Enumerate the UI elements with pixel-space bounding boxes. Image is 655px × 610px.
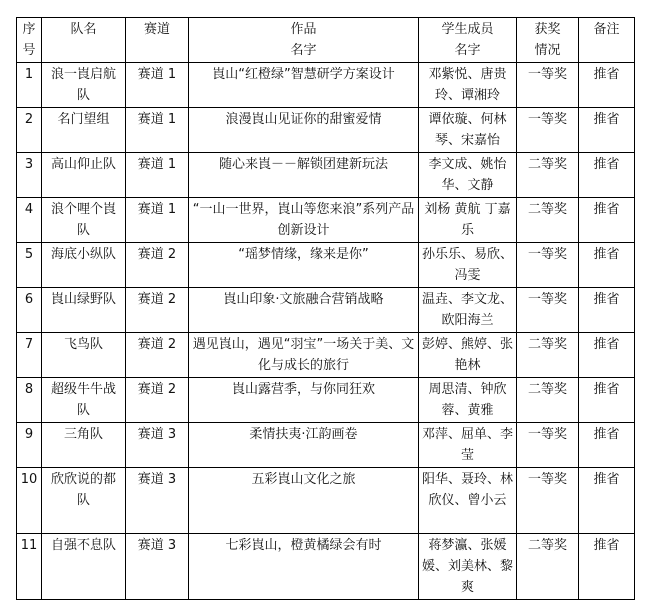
header-text-line: 队名 (70, 22, 97, 37)
cell-work-name: 五彩崀山文化之旅 (189, 468, 419, 534)
cell-note: 推省 (579, 378, 635, 423)
cell-work-name: 崀山印象·文旅融合营销战略 (189, 288, 419, 333)
cell-index: 5 (17, 243, 42, 288)
cell-team-name: 名门望组 (42, 108, 126, 153)
cell-work-name: 柔情扶夷·江韵画卷 (189, 423, 419, 468)
cell-track: 赛道 2 (126, 243, 189, 288)
cell-award: 一等奖 (517, 468, 579, 534)
cell-index: 8 (17, 378, 42, 423)
cell-note: 推省 (579, 243, 635, 288)
cell-index: 4 (17, 198, 42, 243)
cell-track: 赛道 1 (126, 153, 189, 198)
header-text-line: 名字 (290, 43, 317, 58)
table-row (17, 243, 635, 288)
cell-team-name: 三角队 (42, 423, 126, 468)
cell-team-name: 飞鸟队 (42, 333, 126, 378)
cell-note: 推省 (579, 108, 635, 153)
cell-note: 推省 (579, 288, 635, 333)
header-note (579, 18, 635, 63)
cell-note: 推省 (579, 198, 635, 243)
header-members (419, 18, 517, 63)
cell-index: 2 (17, 108, 42, 153)
cell-team-name: 浪个哩个崀队 (42, 198, 126, 243)
cell-team-name: 海底小纵队 (42, 243, 126, 288)
cell-track: 赛道 1 (126, 198, 189, 243)
cell-award: 一等奖 (517, 243, 579, 288)
cell-work-name: “一山一世界，崀山等您来浪”系列产品创新设计 (189, 198, 419, 243)
cell-team-name: 崀山绿野队 (42, 288, 126, 333)
header-track (126, 18, 189, 63)
header-text-line: 序 (22, 22, 36, 37)
cell-work-name: 崀山“红橙绿”智慧研学方案设计 (189, 63, 419, 108)
cell-index: 6 (17, 288, 42, 333)
table-row (17, 198, 635, 243)
cell-members: 刘杨 黄航 丁嘉乐 (419, 198, 517, 243)
header-row (17, 18, 635, 63)
table-row (17, 288, 635, 333)
cell-note: 推省 (579, 153, 635, 198)
cell-track: 赛道 3 (126, 423, 189, 468)
cell-award: 一等奖 (517, 288, 579, 333)
cell-members: 邓紫悦、唐贵玲、谭湘玲 (419, 63, 517, 108)
table-row (17, 468, 635, 534)
cell-members: 彭婷、熊婷、张艳林 (419, 333, 517, 378)
cell-index: 11 (17, 534, 42, 600)
cell-track: 赛道 1 (126, 63, 189, 108)
cell-work-name: 浪漫崀山见证你的甜蜜爱情 (189, 108, 419, 153)
header-text-line: 获奖 (534, 22, 561, 37)
cell-work-name: “瑶梦情缘，缘来是你” (189, 243, 419, 288)
cell-award: 二等奖 (517, 153, 579, 198)
header-text-line: 赛道 (143, 22, 170, 37)
cell-track: 赛道 3 (126, 534, 189, 600)
cell-members: 温垚、李文龙、欧阳海兰 (419, 288, 517, 333)
cell-note: 推省 (579, 423, 635, 468)
header-team-name (42, 18, 126, 63)
table-header (17, 18, 635, 63)
cell-note: 推省 (579, 468, 635, 534)
cell-award: 一等奖 (517, 108, 579, 153)
table-row (17, 108, 635, 153)
table-row (17, 63, 635, 108)
cell-work-name: 随心来崀－－解锁团建新玩法 (189, 153, 419, 198)
cell-work-name: 七彩崀山，橙黄橘绿会有时 (189, 534, 419, 600)
header-index (17, 18, 42, 63)
cell-members: 阳华、聂玲、林欣仪、曾小云 (419, 468, 517, 534)
table-row (17, 153, 635, 198)
cell-award: 二等奖 (517, 198, 579, 243)
cell-award: 一等奖 (517, 63, 579, 108)
cell-work-name: 遇见崀山，遇见“羽宝”一场关于美、文化与成长的旅行 (189, 333, 419, 378)
cell-award: 二等奖 (517, 534, 579, 600)
cell-index: 7 (17, 333, 42, 378)
cell-track: 赛道 2 (126, 333, 189, 378)
table-body (17, 63, 635, 600)
cell-track: 赛道 1 (126, 108, 189, 153)
cell-note: 推省 (579, 534, 635, 600)
cell-members: 孙乐乐、易欣、冯雯 (419, 243, 517, 288)
header-text-line: 情况 (534, 43, 561, 58)
table-row (17, 423, 635, 468)
cell-team-name: 高山仰止队 (42, 153, 126, 198)
header-text-line: 作品 (290, 22, 317, 37)
cell-award: 二等奖 (517, 378, 579, 423)
header-text-line: 备注 (593, 22, 620, 37)
cell-note: 推省 (579, 63, 635, 108)
cell-index: 3 (17, 153, 42, 198)
cell-index: 9 (17, 423, 42, 468)
table-row (17, 378, 635, 423)
table-row (17, 534, 635, 600)
cell-team-name: 欣欣说的都队 (42, 468, 126, 534)
award-table (16, 17, 635, 600)
cell-note: 推省 (579, 333, 635, 378)
cell-members: 李文成、姚怡华、文静 (419, 153, 517, 198)
cell-track: 赛道 2 (126, 378, 189, 423)
cell-award: 一等奖 (517, 423, 579, 468)
header-text-line: 号 (22, 43, 36, 58)
cell-members: 谭依璇、何林琴、宋嘉怡 (419, 108, 517, 153)
cell-track: 赛道 2 (126, 288, 189, 333)
cell-work-name: 崀山露营季，与你同狂欢 (189, 378, 419, 423)
cell-team-name: 自强不息队 (42, 534, 126, 600)
header-work-name (189, 18, 419, 63)
cell-track: 赛道 3 (126, 468, 189, 534)
header-text-line: 学生成员 (441, 22, 494, 37)
cell-members: 周思清、钟欣蓉、黄雅 (419, 378, 517, 423)
cell-members: 邓萍、屈单、李莹 (419, 423, 517, 468)
cell-index: 10 (17, 468, 42, 534)
cell-team-name: 浪一崀启航队 (42, 63, 126, 108)
header-award (517, 18, 579, 63)
cell-award: 二等奖 (517, 333, 579, 378)
header-text-line: 名字 (454, 43, 481, 58)
table-row (17, 333, 635, 378)
cell-team-name: 超级牛牛战队 (42, 378, 126, 423)
cell-members: 蒋梦瀛、张媛媛、刘美林、黎爽 (419, 534, 517, 600)
cell-index: 1 (17, 63, 42, 108)
